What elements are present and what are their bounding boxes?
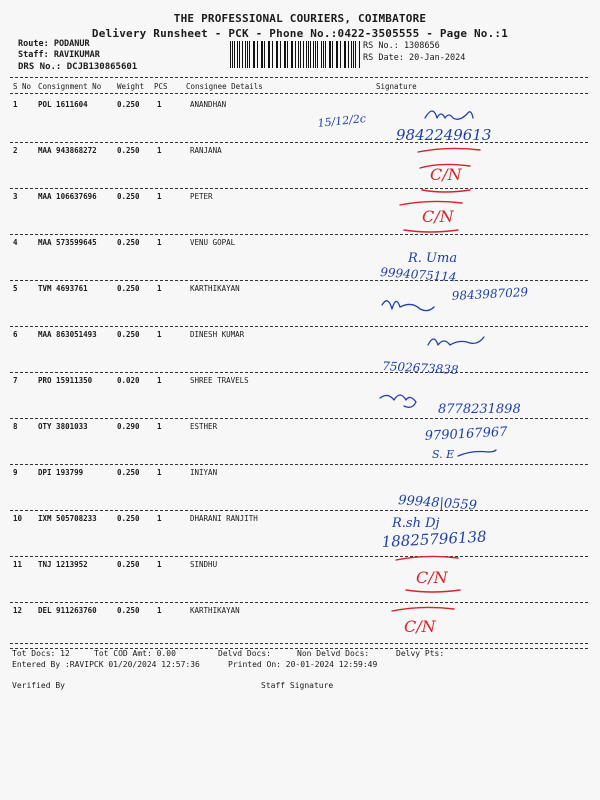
delvd-docs: Delvd Docs: xyxy=(218,649,271,658)
hw-red-line-2 xyxy=(418,148,480,152)
row-sno: 4 xyxy=(13,238,18,247)
row-sno: 2 xyxy=(13,146,18,155)
row-pcs: 1 xyxy=(157,514,162,523)
row-consignee: DINESH KUMAR xyxy=(190,330,245,339)
row-weight: 0.250 xyxy=(117,468,140,477)
row-consignee: INIYAN xyxy=(190,468,218,477)
hw-name-10: R.sh Dj xyxy=(392,516,440,531)
row-pcs: 1 xyxy=(157,284,162,293)
row-weight: 0.250 xyxy=(117,560,140,569)
col-header-sno: S No xyxy=(13,82,32,91)
hw-date: 15/12/2c xyxy=(316,111,367,130)
non-delvd-docs: Non Delvd Docs: xyxy=(297,649,370,658)
row-sno: 6 xyxy=(13,330,18,339)
row-consignment-no: MAA 106637696 xyxy=(38,192,97,201)
hw-cn-3: C/N xyxy=(422,207,454,226)
row-consignment-no: OTY 3801033 xyxy=(38,422,88,431)
rs-number: RS No.: 1308656 xyxy=(363,41,440,51)
row-weight: 0.290 xyxy=(117,422,140,431)
col-header-weight: Weight xyxy=(117,82,145,91)
row-sno: 1 xyxy=(13,100,18,109)
footer-rule xyxy=(10,643,588,644)
row-pcs: 1 xyxy=(157,192,162,201)
row-sno: 3 xyxy=(13,192,18,201)
row-consignee: KARTHIKAYAN xyxy=(190,606,240,615)
hw-red-line-11 xyxy=(396,556,458,560)
row-sno: 9 xyxy=(13,468,18,477)
hw-phone-5: 9843987029 xyxy=(451,285,529,303)
hw-red-underline-3 xyxy=(404,230,458,232)
row-weight: 0.250 xyxy=(117,514,140,523)
row-sno: 8 xyxy=(13,422,18,431)
hw-red-line-12 xyxy=(392,607,454,611)
row-consignee: DHARANI RANJITH xyxy=(190,514,258,523)
hw-cn-11: C/N xyxy=(416,568,448,587)
row-sno: 5 xyxy=(13,284,18,293)
hw-signature-5 xyxy=(382,301,434,311)
row-pcs: 1 xyxy=(157,330,162,339)
hw-stroke-8 xyxy=(458,450,496,456)
document-subtitle: Delivery Runsheet - PCK - Phone No.:0422-3505555 - Page No.:1 xyxy=(91,27,509,40)
row-consignee: ESTHER xyxy=(190,422,218,431)
hw-signature-6 xyxy=(428,337,484,345)
hw-phone-7: 8778231898 xyxy=(438,402,521,417)
staff-label: Staff: RAVIKUMAR xyxy=(18,50,100,60)
hw-cn-12: C/N xyxy=(404,617,436,636)
verified-by: Verified By xyxy=(12,681,65,690)
row-consignee: ANANDHAN xyxy=(190,100,227,109)
tot-cod-amt: Tot COD Amt: 0.00 xyxy=(94,649,176,658)
row-consignee: VENU GOPAL xyxy=(190,238,236,247)
row-weight: 0.250 xyxy=(117,238,140,247)
row-pcs: 1 xyxy=(157,100,162,109)
col-header-consignment: Consignment No xyxy=(38,82,102,91)
row-consignee: SINDHU xyxy=(190,560,218,569)
row-consignee: PETER xyxy=(190,192,213,201)
hw-phone-10: 18825796138 xyxy=(381,527,488,551)
row-consignment-no: MAA 573599645 xyxy=(38,238,97,247)
rs-date: RS Date: 20-Jan-2024 xyxy=(363,53,466,63)
col-header-pcs: PCS xyxy=(154,82,168,91)
row-weight: 0.250 xyxy=(117,284,140,293)
row-pcs: 1 xyxy=(157,468,162,477)
row-consignee: KARTHIKAYAN xyxy=(190,284,240,293)
row-pcs: 1 xyxy=(157,606,162,615)
tot-docs: Tot Docs: 12 xyxy=(12,649,70,658)
route-label: Route: PODANUR xyxy=(18,39,90,49)
hw-phone-4: 9994075114 xyxy=(379,265,457,285)
row-consignment-no: POL 1611604 xyxy=(38,100,88,109)
row-consignment-no: DEL 911263760 xyxy=(38,606,97,615)
hw-cn-2: C/N xyxy=(430,165,462,184)
row-weight: 0.250 xyxy=(117,192,140,201)
row-consignee: RANJANA xyxy=(190,146,222,155)
row-weight: 0.250 xyxy=(117,330,140,339)
row-pcs: 1 xyxy=(157,146,162,155)
col-header-consignee: Consignee Details xyxy=(186,82,263,91)
row-weight: 0.250 xyxy=(117,146,140,155)
row-consignee: SHREE TRAVELS xyxy=(190,376,249,385)
document-title: THE PROFESSIONAL COURIERS, COIMBATORE xyxy=(173,12,427,25)
row-pcs: 1 xyxy=(157,560,162,569)
row-consignment-no: TNJ 1213952 xyxy=(38,560,88,569)
hw-signature-7 xyxy=(380,395,416,407)
drs-number: DRS No.: DCJB130865601 xyxy=(18,62,138,72)
row-pcs: 1 xyxy=(157,238,162,247)
printed-on: Printed On: 20-01-2024 12:59:49 xyxy=(228,660,378,669)
row-consignment-no: MAA 943868272 xyxy=(38,146,97,155)
row-consignment-no: MAA 863051493 xyxy=(38,330,97,339)
hw-red-underline-11 xyxy=(406,590,460,592)
row-sno: 11 xyxy=(13,560,23,569)
row-consignment-no: DPI 193799 xyxy=(38,468,84,477)
hw-signature-1 xyxy=(425,111,473,119)
hw-phone-9: 99948|0559 xyxy=(397,493,478,514)
row-sno: 12 xyxy=(13,606,23,615)
col-header-signature: Signature xyxy=(376,82,417,91)
hw-phone-6: 7502673838 xyxy=(381,359,459,377)
row-sno: 7 xyxy=(13,376,18,385)
row-consignment-no: PRO 15911350 xyxy=(38,376,93,385)
delvy-pts: Delvy Pts: xyxy=(396,649,445,658)
staff-signature: Staff Signature xyxy=(261,681,334,690)
row-pcs: 1 xyxy=(157,422,162,431)
row-weight: 0.250 xyxy=(117,100,140,109)
row-weight: 0.020 xyxy=(117,376,140,385)
row-consignment-no: TVM 4693761 xyxy=(38,284,88,293)
hw-phone-1: 9842249613 xyxy=(396,126,492,144)
hw-name-4: R. Uma xyxy=(408,251,458,266)
hw-phone-8: 9790167967 xyxy=(424,424,508,444)
row-pcs: 1 xyxy=(157,376,162,385)
hw-name-8: S. E xyxy=(432,448,455,461)
hw-red-line-3 xyxy=(400,201,462,205)
entered-by: Entered By :RAVIPCK 01/20/2024 12:57:36 xyxy=(12,660,200,669)
row-weight: 0.250 xyxy=(117,606,140,615)
row-sno: 10 xyxy=(13,514,23,523)
row-consignment-no: IXM 505708233 xyxy=(38,514,97,523)
